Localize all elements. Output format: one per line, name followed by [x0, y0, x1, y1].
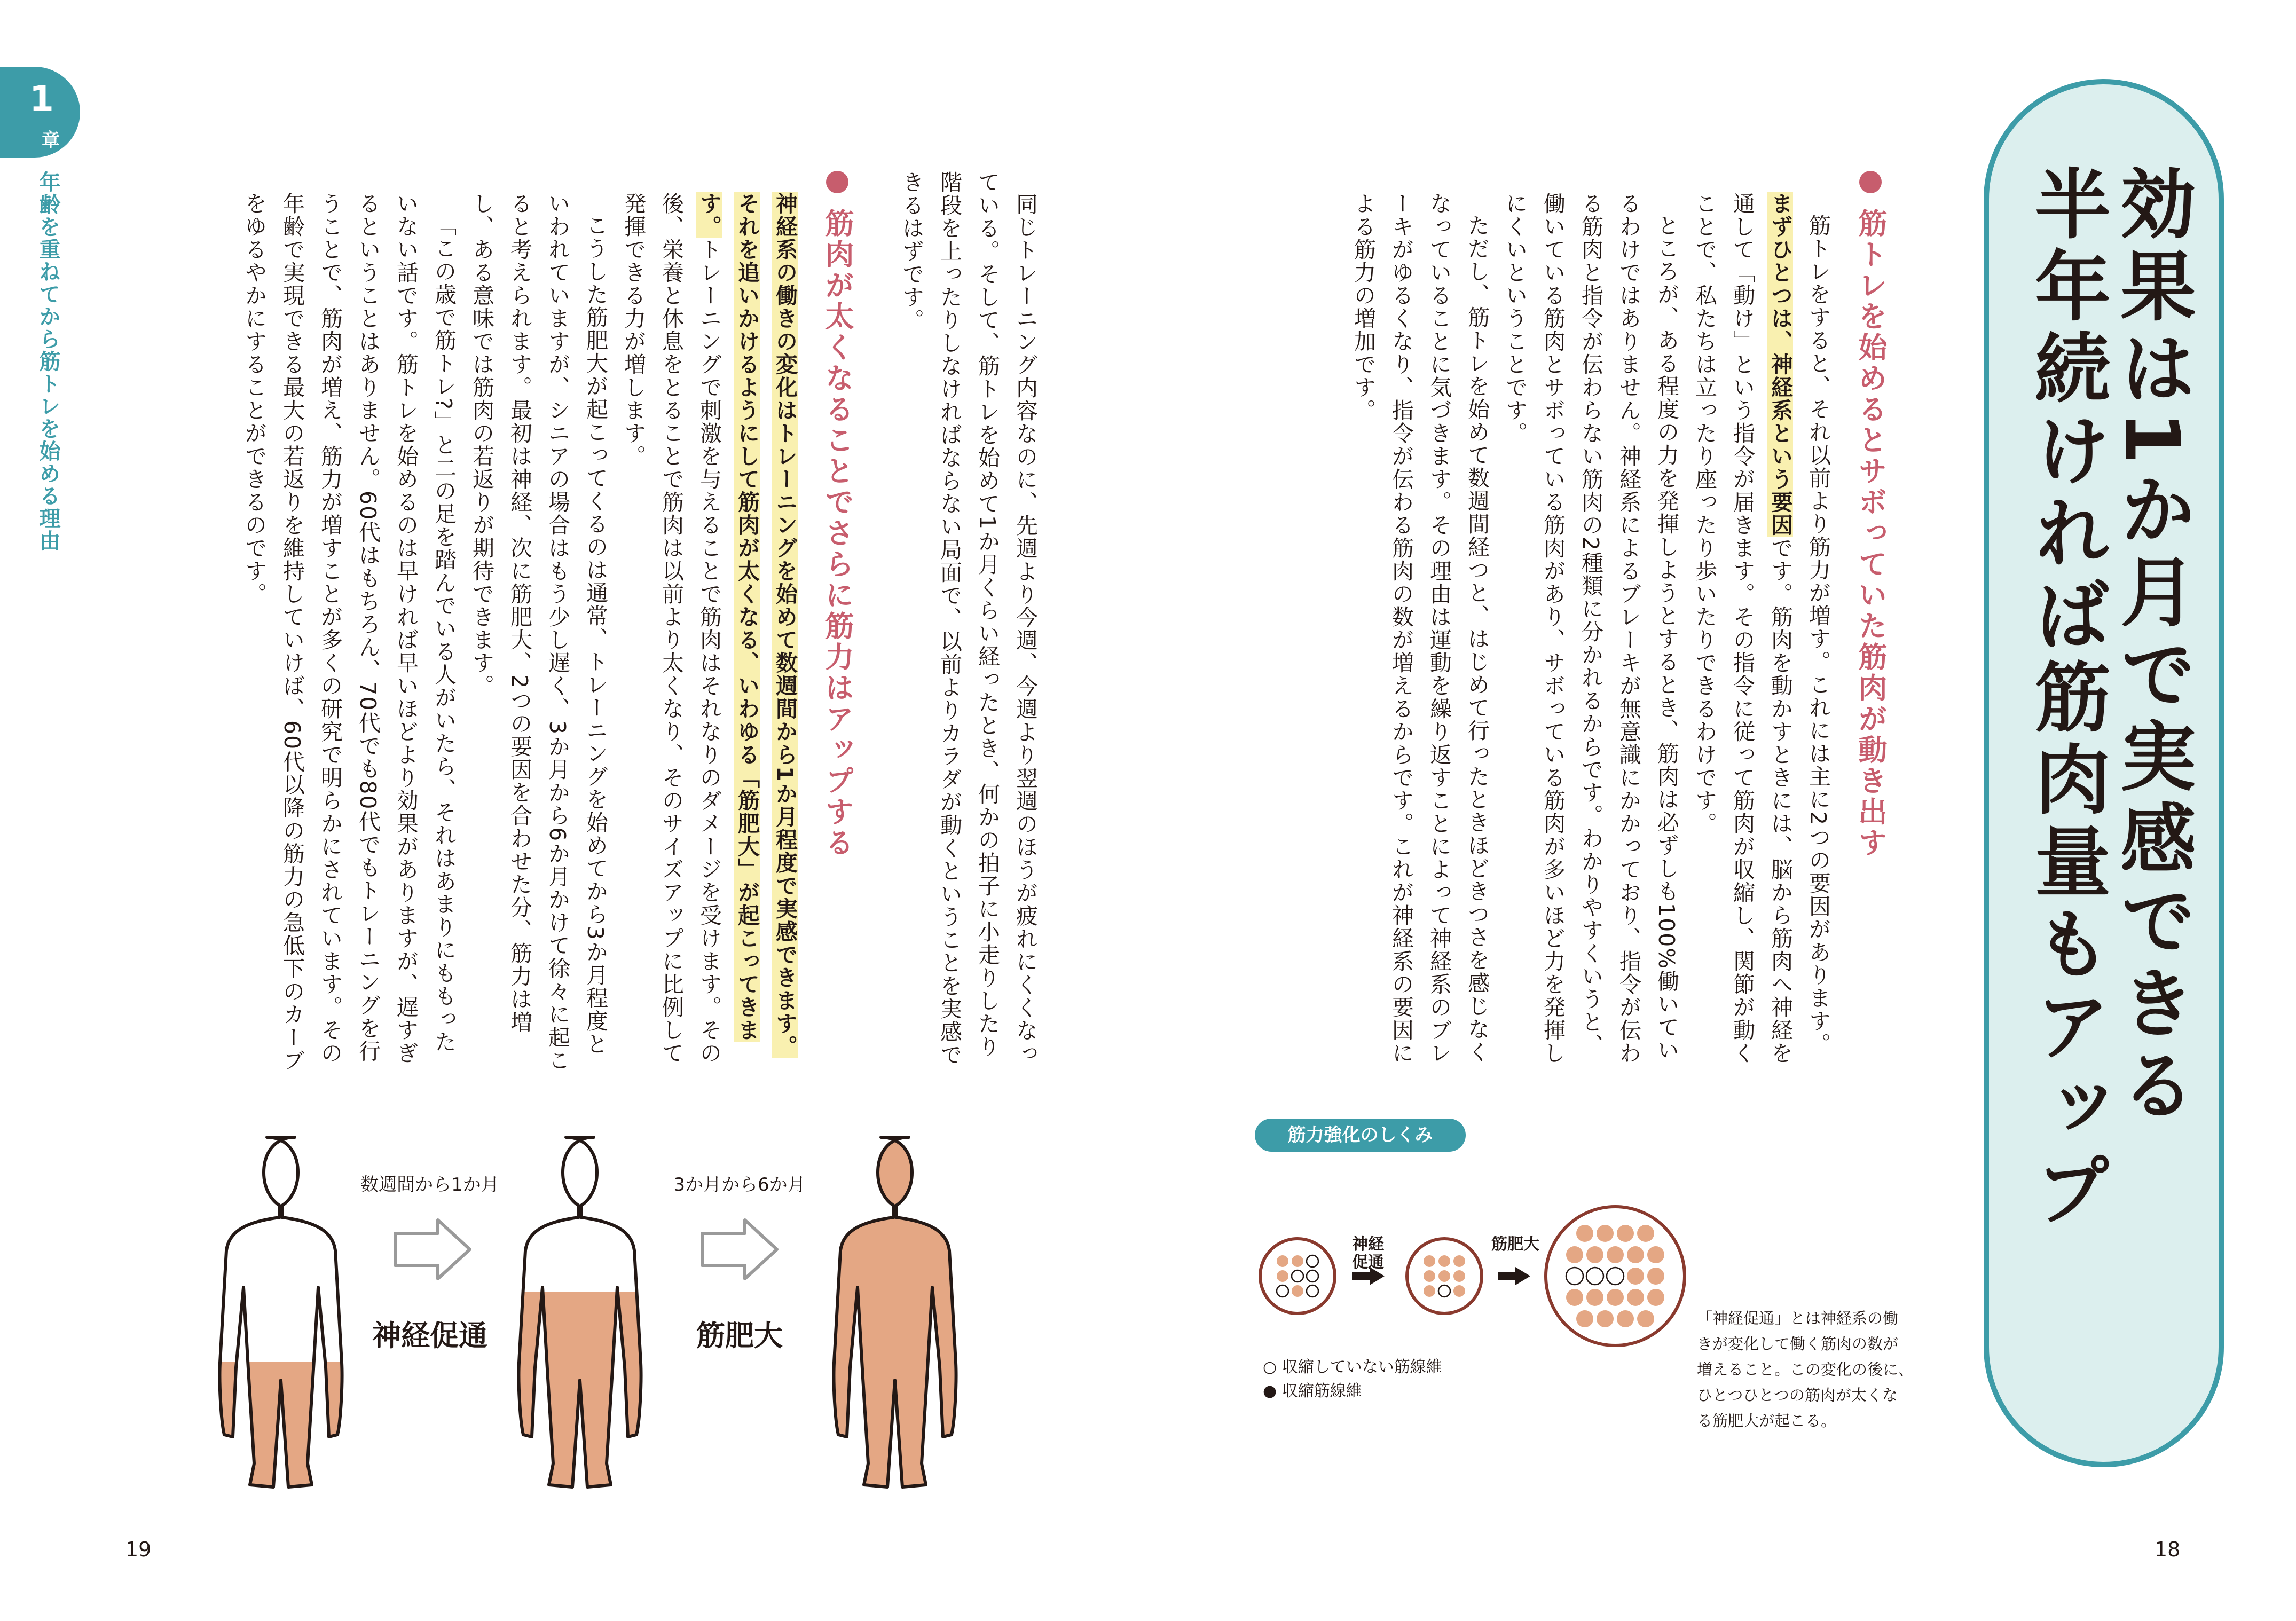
title-line-2: 半年続ければ筋肉量もアップ	[2022, 164, 2110, 1233]
title-pill	[1984, 79, 2224, 1467]
arrow-right-icon	[395, 1220, 470, 1279]
contracted-fiber-icon	[1586, 1289, 1603, 1306]
contracted-fiber-icon	[1566, 1246, 1583, 1263]
stage-1-label: 神経促通	[372, 1319, 487, 1352]
section2-heading-text: 筋肉が太くなることでさらに筋力はアップする	[821, 208, 854, 859]
page-number-right: 18	[2155, 1538, 2181, 1561]
highlight-text: 神経系の働きの変化はトレーニングを始めて数週間から1か月程度で実感できます。それを追いかけるようにして筋肉が太くなる、いわゆる「筋肥大」が起こってきます。	[696, 192, 798, 1058]
relaxed-fiber-icon	[1292, 1270, 1303, 1282]
chapter-unit: 章	[42, 130, 60, 151]
contracted-fiber-icon	[1277, 1255, 1288, 1267]
contracted-fiber-icon	[1453, 1270, 1465, 1282]
relaxed-fiber-icon	[1307, 1270, 1318, 1282]
paragraph-text: トレーニングで刺激を与えることで筋肉はそれなりのダメージを受けます。その後、栄養と休息をとることで筋肉は以前より太くなり、そのサイズアップに比例して発揮できる力が増します。	[620, 192, 722, 1065]
contracted-fiber-icon	[1627, 1289, 1644, 1306]
contracted-fiber-icon	[1637, 1310, 1654, 1327]
body-figures-illustration	[214, 1121, 988, 1495]
contracted-fiber-icon	[1424, 1270, 1435, 1282]
contracted-fiber-icon	[1453, 1255, 1465, 1267]
arrow-2-label: 筋肥大	[1491, 1235, 1539, 1254]
contracted-fiber-icon	[1637, 1225, 1654, 1242]
arrow-right-icon	[1498, 1267, 1530, 1285]
figure-3-body	[834, 1137, 956, 1487]
section2-paragraph-3: 「この歳で筋トレ?」と二の足を踏んでいる人がいたら、それはあまりにももったいない話です。筋トレを始めるのは早ければ早いほどより効果がありますが、遅すぎるということはありません。60代はもちろん、70代でも80代でもトレーニングを行うことで、筋肉が増え、筋力が増すことが多くの研究で明らかにされています。その年齢で実現できる最大の若返りを維持していけば、60代以降の筋力の急低下のカーブをゆるやかにすることができるのです。	[241, 192, 457, 1072]
contracted-fiber-icon	[1607, 1289, 1624, 1306]
paragraph-text: です。筋肉を動かすときには、脳から筋肉へ神経を通して「動け」という指令が届きます。その指令に従って筋肉が収縮し、関節が動くことで、私たちは立ったり座ったり歩いたりできるわけです。	[1692, 192, 1793, 1065]
contracted-fiber-icon	[1617, 1310, 1634, 1327]
figure-1-body	[214, 1137, 352, 1495]
contracted-fiber-icon	[1627, 1268, 1644, 1285]
contracted-fiber-icon	[1566, 1289, 1583, 1306]
section2-paragraph-1	[614, 192, 804, 1073]
relaxed-fiber-icon	[1307, 1285, 1318, 1297]
contracted-fiber-icon	[1647, 1246, 1664, 1263]
caption-line: 「神経促通」とは神経系の働	[1697, 1309, 1899, 1327]
section2-paragraph-2: こうした筋肥大が起こってくるのは通常、トレーニングを始めてから3か月程度といわれていますが、シニアの場合はもう少し遅く、3か月から6か月かけて徐々に起こると考えられます。最初は神経、次に筋肥大、2つの要因を合わせた分、筋力は増し、ある意味では筋肉の若返りが期待できます。	[469, 192, 608, 1072]
relaxed-fiber-icon	[1566, 1268, 1583, 1285]
contracted-fiber-icon	[1438, 1270, 1450, 1282]
arrow-right-icon	[702, 1220, 777, 1279]
chapter-number: 1	[29, 78, 54, 120]
section1-body	[1271, 192, 1837, 1079]
section1-heading-text: 筋トレを始めるとサボっていた筋肉が動き出す	[1854, 208, 1888, 859]
section1-heading	[1854, 171, 1888, 865]
arrow-1-label-line-2: 促通	[1352, 1253, 1384, 1272]
contracted-fiber-icon	[1424, 1285, 1435, 1297]
contracted-fiber-icon	[1597, 1225, 1614, 1242]
contracted-fiber-icon	[1424, 1255, 1435, 1267]
section1-paragraph-1	[1685, 192, 1837, 1079]
legend-empty: ○ 収縮していない筋線維	[1263, 1358, 1442, 1376]
caption-line: る筋肥大が起こる。	[1697, 1412, 1837, 1430]
contracted-fiber-icon	[1277, 1270, 1288, 1282]
contracted-fiber-icon	[1576, 1225, 1593, 1242]
diagram-caption	[1697, 1305, 1927, 1434]
contracted-fiber-icon	[1647, 1268, 1664, 1285]
contracted-fiber-icon	[1607, 1246, 1624, 1263]
legend-filled: ● 収縮筋線維	[1263, 1382, 1362, 1400]
title-line-1: 効果は1か月で実感できる	[2108, 164, 2196, 1128]
contracted-fiber-icon	[1438, 1255, 1450, 1267]
contracted-fiber-icon	[1453, 1285, 1465, 1297]
heading-bullet-icon	[1859, 171, 1882, 193]
contracted-fiber-icon	[1647, 1289, 1664, 1306]
section2-intro	[899, 171, 1044, 1079]
period-2-label: 3か月から6か月	[673, 1174, 806, 1195]
running-head: 年齢を重ねてから筋トレを始める理由	[36, 171, 60, 552]
section1-paragraph-2: ところが、ある程度の力を発揮しようとするとき、筋肉は必ずしも100%働いているわけではありません。神経系によるブレーキが無意識にかかっており、指令が伝わる筋肉と指令が伝わらない筋肉の2種類に分かれるからです。わかりやすくいうと、働いている筋肉とサボっている筋肉があり、サボっている筋肉が多いほど力を発揮しにくいということです。	[1502, 192, 1679, 1065]
relaxed-fiber-icon	[1607, 1268, 1624, 1285]
muscle-fiber-diagram	[1255, 1196, 1735, 1356]
arrow-1-label-line-1: 神経	[1352, 1235, 1384, 1254]
period-1-label: 数週間から1か月	[360, 1174, 499, 1195]
relaxed-fiber-icon	[1277, 1285, 1288, 1297]
contracted-fiber-icon	[1292, 1255, 1303, 1267]
relaxed-fiber-icon	[1307, 1255, 1318, 1267]
contracted-fiber-icon	[1586, 1246, 1603, 1263]
diagram-label: 筋力強化のしくみ	[1255, 1119, 1466, 1152]
intro-paragraph: 同じトレーニング内容なのに、先週より今週、今週より翌週のほうが疲れにくくなっている。そして、筋トレを始めて1か月くらい経ったとき、何かの拍子に小走りしたり階段を上ったりしなければならない局面で、以前よりカラダが動くということを実感できるはずです。	[899, 171, 1038, 1066]
contracted-fiber-icon	[1617, 1225, 1634, 1242]
highlight-text: まずひとつは、神経系という要因	[1767, 192, 1793, 537]
caption-line: きが変化して働く筋肉の数が	[1697, 1335, 1899, 1353]
page-number-left: 19	[125, 1538, 152, 1561]
section2-heading	[823, 171, 852, 972]
relaxed-fiber-icon	[1586, 1268, 1603, 1285]
contracted-fiber-icon	[1292, 1285, 1303, 1297]
chapter-tab	[0, 67, 80, 158]
relaxed-fiber-icon	[1438, 1285, 1450, 1297]
section1-paragraph-3: ただし、筋トレを始めて数週間経つと、はじめて行ったときほどきつさを感じなくなっていることに気づきます。その理由は運動を繰り返すことによって神経系のブレーキがゆるくなり、指令が伝わる筋肉の数が増えるからです。これが神経系の要因による筋力の増加です。	[1350, 192, 1490, 1065]
contracted-fiber-icon	[1597, 1310, 1614, 1327]
contracted-fiber-icon	[1627, 1246, 1644, 1263]
caption-line: ひとつひとつの筋肉が太くな	[1697, 1386, 1898, 1404]
stage-2-label: 筋肥大	[696, 1319, 783, 1352]
paragraph-text: 筋トレをすると、それ以前より筋力が増す。これには主に2つの要因があります。	[1805, 214, 1831, 1056]
figure-2-body	[513, 1137, 651, 1495]
heading-bullet-icon	[826, 171, 848, 193]
caption-line: 増えること。この変化の後に、	[1697, 1360, 1914, 1379]
section2-body	[174, 192, 804, 1073]
contracted-fiber-icon	[1576, 1310, 1593, 1327]
